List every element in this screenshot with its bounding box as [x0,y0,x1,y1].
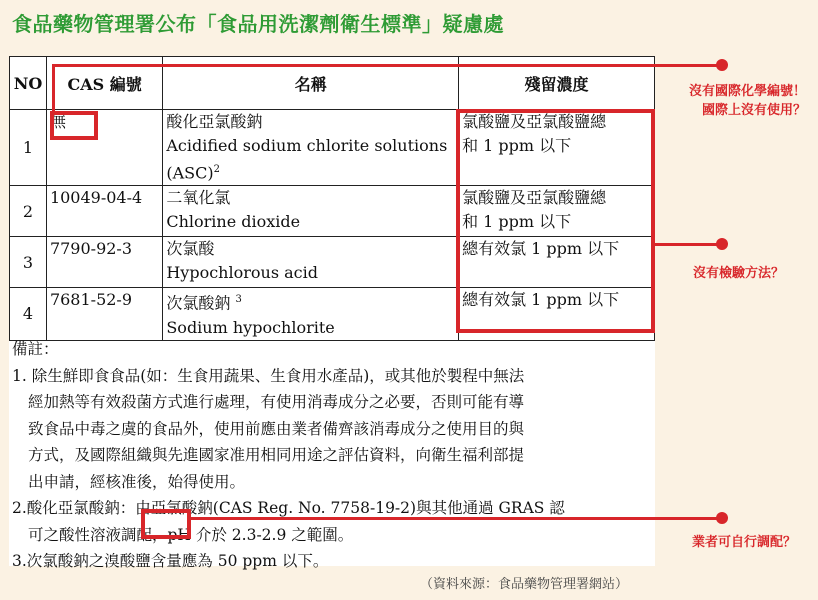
connector-dot [716,59,728,71]
name-en-line2 [166,158,455,185]
name-zh: 酸化亞氯酸鈉 [166,112,263,131]
row-no: 2 [10,186,47,237]
annotation-no-test-method: 沒有檢驗方法？ [692,266,784,281]
row-no: 4 [10,288,47,340]
residue-line2: 和 1 ppm 以下 [462,136,572,155]
name-en-abbrev: (ASC) [166,163,214,183]
row-name [163,237,459,288]
name-en: Acidified sodium chlorite solutions [166,136,448,155]
name-zh: 二氧化氯 [166,188,231,208]
residue-line1: 總有效氯 1 ppm 以下 [462,290,620,310]
row-cas [46,288,162,340]
note-line: 致食品中毒之虞的食品外，使用前應由業者備齊該消毒成分之使用目的與 [28,419,525,438]
row-no: 3 [10,237,47,288]
cas-value: 無 [49,112,66,131]
cas-value: 7681-52-9 [49,290,133,310]
row-name [163,110,459,186]
footnote-ref: 3 [235,294,242,306]
header-name: 名稱 [163,57,459,110]
note-line: 方式，及國際組織與先進國家准用相同用途之評估資料，向衛生福利部提 [28,446,525,464]
adjust-highlight [141,509,191,539]
row-no: 1 [10,110,47,186]
header-no: NO [10,57,47,110]
connector-line [52,66,55,112]
annotation-line: 沒有國際化學編號！ [688,84,806,99]
residue-highlight [456,109,655,333]
notes-section [12,336,652,575]
row-cas [46,237,162,288]
connector-dot [716,238,728,250]
row-name [163,186,459,237]
name-zh: 次氯酸 [166,239,215,259]
cas-value: 10049-04-4 [49,188,143,208]
connector-line [655,243,720,246]
connector-dot [716,512,728,524]
note-line: 可之酸性溶液調配，pH 介於 2.3-2.9 之範圍。 [28,525,354,544]
footnote-ref: 2 [213,164,220,175]
cas-value: 7790-92-3 [49,239,133,259]
connector-line [52,64,720,67]
row-name [163,288,459,340]
name-en: Hypochlorous acid [166,263,318,283]
note-line: 2.酸化亞氯酸鈉：由亞氯酸鈉(CAS Reg. No. 7758-19-2)與其他通過 GRAS 認 [12,499,565,517]
page-title: 食品藥物管理署公布「食品用洗潔劑衛生標準」疑慮處 [12,12,504,36]
residue-line1: 氯酸鹽及亞氯酸鹽總 [462,112,607,131]
cas-none-highlight [50,111,98,140]
name-zh-line [166,288,455,315]
note-line: 3.次氯酸鈉之溴酸鹽含量應為 50 ppm 以下。 [12,552,329,570]
name-zh: 次氯酸鈉 [166,293,231,313]
notes-heading: 備註： [12,340,59,358]
residue-line1: 氯酸鹽及亞氯酸鹽總 [462,188,607,208]
header-residue: 殘留濃度 [459,57,655,110]
row-cas [46,186,162,237]
connector-line [191,517,720,520]
note-line: 1. 除生鮮即食食品(如：生食用蔬果、生食用水產品)，或其他於製程中無法 [12,366,525,385]
source-caption: （資料來源：食品藥物管理署網站） [420,577,629,592]
annotation-no-cas [689,82,806,120]
residue-line1: 總有效氯 1 ppm 以下 [462,239,620,259]
note-line: 經加熱等有效殺菌方式進行處理，有使用消毒成分之必要，否則可能有導 [28,393,525,411]
residue-line2: 和 1 ppm 以下 [462,212,572,232]
note-line: 出申請，經核准後，始得使用。 [28,472,246,491]
annotation-self-adjust: 業者可自行調配？ [691,535,796,550]
name-en: Sodium hypochlorite [166,317,335,337]
name-en: Chlorine dioxide [166,212,301,232]
header-cas: CAS 編號 [46,57,162,110]
annotation-line: 國際上沒有使用？ [701,103,806,118]
